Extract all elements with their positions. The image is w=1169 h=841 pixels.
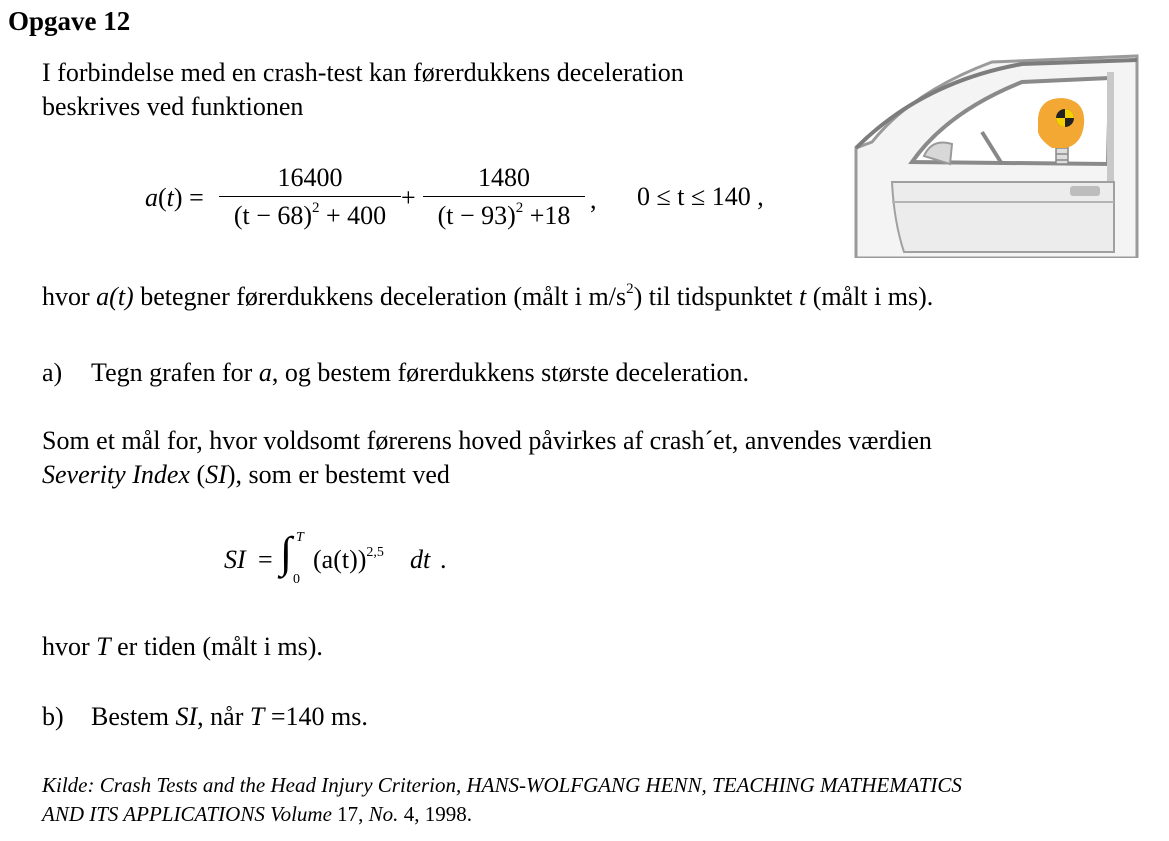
differential-dt: dt: [410, 545, 431, 574]
fraction-1-numerator: 16400: [277, 163, 343, 192]
fraction-1: [219, 162, 401, 232]
integral-upper-limit: T: [296, 530, 304, 545]
fraction-2-denominator: $(t - 93)^2 +18$: [437, 200, 571, 230]
fraction-bar: [219, 196, 401, 197]
si-symbol: SI: [224, 545, 246, 574]
formula-dot: .: [440, 545, 447, 574]
integrand: $(a(t))^{2,5}$: [313, 545, 384, 574]
integral-sign: ∫: [280, 528, 293, 577]
si-intro-line-1: Som et mål for, hvor voldsomt førerens hoved påvirkes af crash´et, anvendes værdien: [42, 426, 932, 455]
fraction-2: [423, 162, 585, 232]
intro-line-2: beskrives ved funktionen: [42, 92, 304, 121]
si-intro-line-2: Severity Index (SI), som er bestemt ved: [42, 460, 450, 489]
fraction-bar: [423, 196, 585, 197]
formula-lhs: a(t) =: [145, 183, 204, 212]
formula-comma: ,: [590, 185, 597, 214]
fraction-2-numerator: 1480: [478, 163, 530, 192]
citation-line-2: AND ITS APPLICATIONS Volume 17, No. 4, 1998.: [42, 802, 472, 826]
definition-line: hvor a(t) betegner førerdukkens deceleration (målt i $m/s^2$) til tidspunktet t (målt i ms).: [42, 281, 934, 311]
definition-T-line: hvor T er tiden (målt i ms).: [42, 632, 323, 661]
page-title: Opgave 12: [8, 6, 131, 36]
plus-sign: +: [401, 183, 416, 212]
citation-line-1: Kilde: Crash Tests and the Head Injury Criterion, HANS-WOLFGANG HENN, TEACHING MATHEMATICS: [42, 773, 962, 797]
fraction-1-denominator: $(t - 68)^2 + 400$: [233, 200, 387, 230]
question-b-label: b): [42, 702, 64, 731]
intro-line-1: I forbindelse med en crash-test kan førerdukkens deceleration: [42, 58, 684, 87]
question-a-label: a): [42, 358, 63, 387]
crash-test-car-illustration: [852, 52, 1140, 258]
question-b-text: Bestem SI, når T =140 ms.: [91, 702, 368, 731]
integral-lower-limit: 0: [293, 572, 300, 587]
question-a-text: Tegn grafen for a, og bestem førerdukkens største deceleration.: [91, 358, 750, 387]
formula-domain: 0 ≤ t ≤ 140 ,: [637, 182, 764, 211]
equals-sign: =: [258, 545, 273, 574]
